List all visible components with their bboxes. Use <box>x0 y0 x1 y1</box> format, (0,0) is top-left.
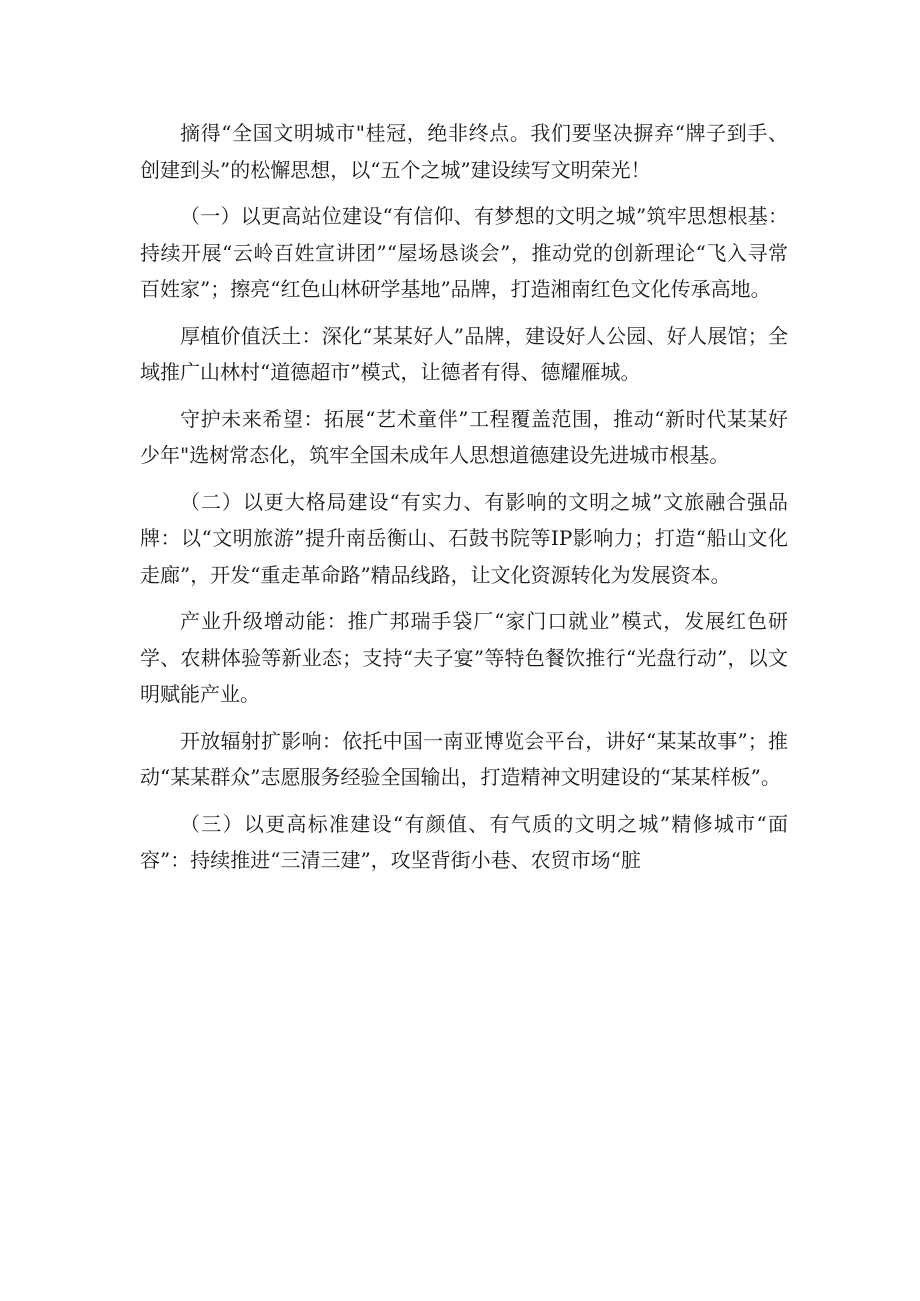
paragraph-industry: 产业升级增动能：推广邦瑞手袋厂“家门口就业”模式，发展红色研学、农耕体验等新业态；支持“夫子宴”等特色餐饮推行“光盘行动”，以文明赋能产业。 <box>140 609 788 706</box>
paragraph-values: 厚植价值沃土：深化“某某好人”品牌，建设好人公园、好人展馆；全域推广山林村“道德超市”模式，让德者有得、德耀雁城。 <box>140 323 788 384</box>
paragraph-future: 守护未来希望：拓展“艺术童伴”工程覆盖范围，推动“新时代某某好少年"选树常态化，筑牢全国未成年人思想道德建设先进城市根基。 <box>140 406 788 467</box>
paragraph-section-three: （三）以更高标准建设“有颜值、有气质的文明之城”精修城市“面容”：持续推进“三清三建”，攻坚背街小巷、农贸市场“脏 <box>140 811 788 872</box>
paragraph-section-one: （一）以更高站位建设“有信仰、有梦想的文明之城”筑牢思想根基：持续开展“云岭百姓宣讲团”“屋场恳谈会”，推动党的创新理论“飞入寻常百姓家”；擦亮“红色山林研学基地”品牌，打造湘南红色文化传承高地。 <box>140 204 788 301</box>
document-body <box>140 115 788 879</box>
paragraph-section-two: （二）以更大格局建设“有实力、有影响的文明之城”文旅融合强品牌：以“文明旅游”提升南岳衡山、石鼓书院等IP影响力；打造“船山文化走廊”，开发“重走革命路”精品线路，让文化资源转化为发展资本。 <box>140 489 788 587</box>
paragraph-openness: 开放辐射扩影响：依托中国一南亚博览会平台，讲好“某某故事”；推动“某某群众”志愿服务经验全国输出，打造精神文明建设的“某某样板”。 <box>140 728 788 789</box>
paragraph-intro: 摘得“全国文明城市"桂冠，绝非终点。我们要坚决摒弃“牌子到手、创建到头”的松懈思想，以“五个之城”建设续写文明荣光！ <box>140 121 788 182</box>
